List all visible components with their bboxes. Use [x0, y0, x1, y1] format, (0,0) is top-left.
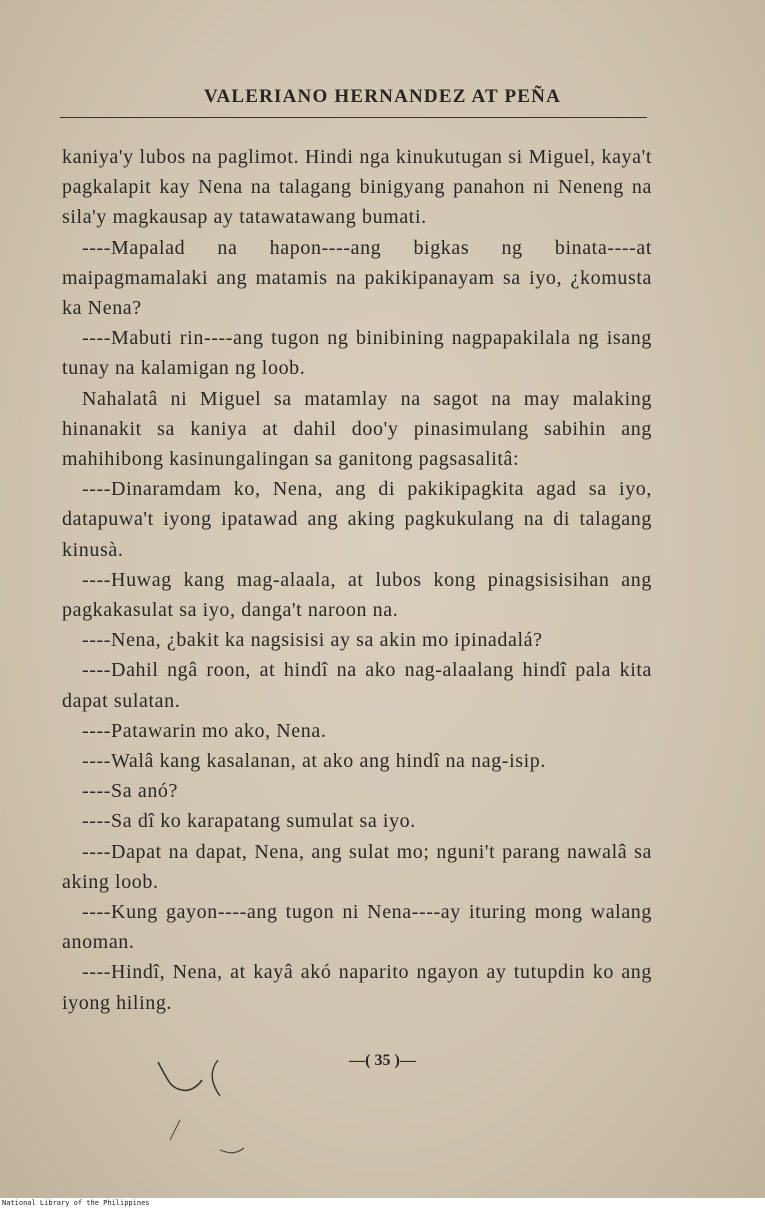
- paragraph: ----Mapalad na hapon----ang bigkas ng binata----at maipagmamalaki ang matamis na pakikipanayam sa iyo, ¿komusta ka Nena?: [62, 236, 652, 320]
- footer-credit: National Library of the Philippines: [2, 1199, 150, 1207]
- paragraph: ----Kung gayon----ang tugon ni Nena----ay ituring mong walang anoman.: [62, 901, 652, 954]
- paragraph: ----Mabuti rin----ang tugon ng binibining nagpapakilala ng isang tunay na kalamigan ng loob.: [62, 327, 652, 380]
- paragraph: ----Dahil ngâ roon, at hindî na ako nag-alaalang hindî pala kita dapat sulatan.: [62, 659, 652, 712]
- header-rule: [60, 117, 647, 118]
- paragraph: ----Huwag kang mag-alaala, at lubos kong pinagsisisihan ang pagkakasulat sa iyo, danga't naroon na.: [62, 568, 652, 622]
- paragraph: ----Patawarin mo ako, Nena.: [82, 719, 327, 742]
- paragraph: ----Dinaramdam ko, Nena, ang di pakikipagkita agad sa iyo, datapuwa't iyong ipatawad ang aking pagkukulang na di talagang kinusà.: [62, 478, 652, 561]
- paragraph: kaniya'y lubos na paglimot. Hindi nga kinukutugan si Miguel, kaya't pagkalapit kay Nena na talagang binigyang panahon ni Neneng na sila'y magkausap ay tatawatawang bumati.: [62, 146, 652, 229]
- paragraph: ----Nena, ¿bakit ka nagsisisi ay sa akin mo ipinadalá?: [82, 629, 543, 652]
- page-number: —( 35 )—: [349, 1052, 416, 1069]
- paragraph: ----Dapat na dapat, Nena, ang sulat mo; nguni't parang nawalâ sa aking loob.: [62, 840, 652, 893]
- paragraph: ----Sa dî ko karapatang sumulat sa iyo.: [82, 810, 416, 833]
- page-body: [62, 142, 652, 1018]
- paragraph: ----Sa anó?: [82, 780, 178, 803]
- paragraph: Nahalatâ ni Miguel sa matamlay na sagot na may malaking hinanakit sa kaniya at dahil doo'y pinasimulang sabihin ang mahihibong kasinungalingan sa ganitong pagsasalitâ:: [62, 387, 652, 471]
- running-header: VALERIANO HERNANDEZ AT PEÑA: [203, 86, 562, 107]
- paragraph: ----Hindî, Nena, at kayâ akó naparito ngayon ay tutupdin ko ang iyong hiling.: [62, 961, 652, 1014]
- paragraph: ----Walâ kang kasalanan, at ako ang hindî na nag-isip.: [82, 750, 546, 773]
